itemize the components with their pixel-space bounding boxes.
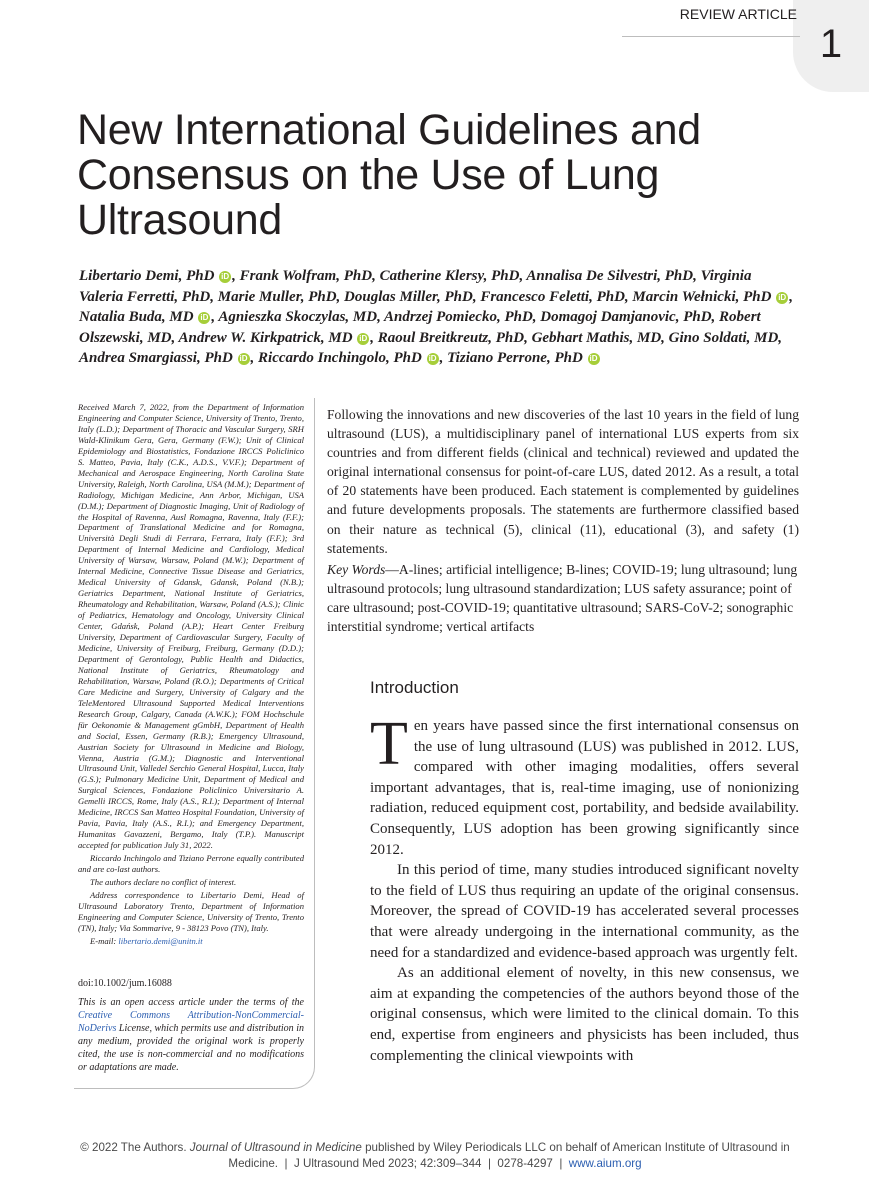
orcid-icon[interactable]: iD	[589, 354, 598, 363]
license-statement	[78, 997, 304, 1074]
correspondence-address: Address correspondence to Libertario Demi, Head of Ultrasound Laboratory Trento, Department of Information Engineering and Computer Science, University of Trento, Trento (TN), Italy; Via Sommarive, 9 - 38123 Povo (TN), Italy.	[78, 889, 304, 933]
orcid-icon[interactable]: iD	[221, 272, 230, 281]
footer-citation: J Ultrasound Med 2023; 42:309–344	[293, 1156, 482, 1170]
orcid-icon[interactable]: iD	[200, 313, 209, 322]
author-name: Virginia Valeria Ferretti, PhD	[79, 268, 752, 305]
author-name: Domagoj Damjanovic, PhD	[540, 309, 712, 325]
footer-publisher: published by Wiley Periodicals LLC on behalf of American Institute of Ultrasound in Medicine.	[228, 1141, 790, 1170]
author-name: Andrea Smargiassi, PhD	[79, 350, 233, 366]
keywords-label: Key Words	[327, 562, 386, 577]
introduction-body	[370, 710, 799, 1066]
footer-sep-1: |	[278, 1156, 294, 1170]
orcid-icon[interactable]: iD	[778, 292, 787, 302]
license-text-post: License, which permits use and distribution in any medium, provided the original work is properly cited, the use is non-commercial and no modifications or adaptations are made.	[78, 1022, 304, 1073]
footer-journal: Journal of Ultrasound in Medicine	[189, 1141, 362, 1154]
page-number: 1	[819, 22, 843, 66]
keywords-text: —A-lines; artificial intelligence; B-lines; COVID-19; lung ultrasound; lung ultrasound protocols; lung ultrasound standardization; LUS safety assurance; point of care ultrasound; post-COVID-19; quantitative ultrasound; SARS-CoV-2; sonographic interstitial syndrome; vertical artifacts	[327, 562, 798, 635]
orcid-icon[interactable]: iD	[428, 354, 437, 363]
footer-issn: 0278-4297	[497, 1156, 553, 1170]
author-name: Francesco Feletti, PhD	[480, 288, 625, 305]
author-name: Raoul Breitkreutz, PhD	[377, 329, 525, 346]
abstract: Following the innovations and new discoveries of the last 10 years in the field of lung ultrasound (LUS), a multidisciplinary panel of international LUS experts from six countries and from different fields (clinical and technical) reviewed and updated the original international consensus for point-of-care LUS, dated 2012. As a result, a total of 20 statements have been produced. Each statement is complemented by guidelines and future developments proposals. The statements are furthermore classified based on their nature as technical (5), clinical (11), educational (3), and safety (1) statements.	[327, 407, 799, 556]
author-name: Natalia Buda, MD	[79, 309, 194, 325]
author-name: Andrew W. Kirkpatrick, MD	[178, 329, 353, 346]
intro-paragraph-2: In this period of time, many studies introduced significant novelty to the field of LUS thus requiring an update of the original consensus. Moreover, the spread of COVID-19 has accelerated several processes that were already undergoing in the international community, as the need for a standardized and evidence-based approach was urgently felt.	[370, 862, 799, 961]
orcid-icon[interactable]: iD	[359, 333, 368, 343]
keywords	[327, 560, 799, 636]
conflict-statement: The authors declare no conflict of interest.	[90, 876, 237, 887]
email-label: E-mail:	[90, 935, 119, 946]
author-name: Catherine Klersy, PhD	[379, 268, 520, 284]
intro-paragraph-3: As an additional element of novelty, in this new consensus, we aim at expanding the competencies of the authors beyond those of the original consensus, which were limited to the clinical domain. To this end, expertise from engineers and physicists has been included, thus complementing the clinical viewpoints with	[370, 965, 799, 1064]
intro-paragraph-1	[370, 710, 799, 860]
equal-contribution-note: Riccardo Inchingolo and Tiziano Perrone equally contributed and are co-last authors.	[78, 853, 304, 875]
author-name: Gebhart Mathis, MD	[531, 329, 662, 346]
license-link[interactable]: Creative Commons Attribution-NonCommercial-NoDerivs	[78, 1009, 304, 1034]
footer-website-link[interactable]: www.aium.org	[568, 1156, 642, 1170]
author-name: Marcin Wełnicki, PhD	[632, 288, 772, 305]
author-name: Douglas Miller, PhD	[344, 288, 473, 305]
header-divider	[622, 36, 800, 37]
page-footer	[60, 1140, 810, 1171]
email-link[interactable]: libertario.demi@unitn.it	[118, 935, 203, 946]
author-name: Frank Wolfram, PhD	[239, 268, 373, 284]
author-name: Gino Soldati, MD	[668, 329, 779, 346]
author-name: Marie Muller, PhD	[217, 288, 337, 305]
license-text-pre: This is an open access article under the terms of the	[78, 997, 304, 1008]
footer-sep-3: |	[552, 1156, 569, 1170]
author-list: Libertario Demi, PhD iD , Frank Wolfram, PhD, Catherine Klersy, PhD, Annalisa De Silvestri, PhD, Virginia Valeria Ferretti, PhD, Marie Muller, PhD, Douglas Miller, PhD, Francesco Feletti, PhD, Marcin Wełnicki, PhD iD , Natalia Buda, MD iD , Agnieszka Skoczylas, MD, Andrzej Pomiecko, PhD, Domagoj Damjanovic, PhD, Robert Olszewski, MD, Andrew W. Kirkpatrick, MD iD , Raoul Breitkreutz, PhD, Gebhart Mathis, MD, Gino Soldati, MD, Andrea Smargiassi, PhD iD , Riccardo Inchingolo, PhD iD , Tiziano Perrone, PhD iD	[79, 268, 793, 366]
author-name: Tiziano Perrone, PhD	[447, 350, 583, 366]
orcid-icon[interactable]: iD	[239, 354, 248, 363]
article-type-label: REVIEW ARTICLE	[679, 6, 797, 22]
affiliations	[78, 402, 304, 947]
author-name: Robert Olszewski, MD	[79, 309, 761, 346]
doi[interactable]: doi:10.1002/jum.16088	[78, 978, 172, 989]
drop-cap: T	[370, 710, 408, 778]
author-name: Libertario Demi, PhD	[79, 268, 215, 284]
author-name: Riccardo Inchingolo, PhD	[258, 350, 422, 366]
article-title: New International Guidelines and Consensus on the Use of Lung Ultrasound	[77, 106, 701, 244]
footer-sep-2: |	[481, 1156, 498, 1170]
intro-paragraph-1-text: en years have passed since the first international consensus on the use of lung ultrasound (LUS) was published in 2012. LUS, compared with other imaging modalities, offers several important advantages, that is, real-time imaging, use of nonionizing radiation, reduced equipment cost, portability, and bedside availability. Consequently, LUS adoption has been growing significantly since 2012.	[370, 718, 799, 858]
author-name: Andrzej Pomiecko, PhD	[384, 309, 533, 325]
author-name: Annalisa De Silvestri, PhD	[526, 268, 694, 284]
introduction-heading: Introduction	[370, 678, 459, 697]
footer-copyright: © 2022 The Authors.	[80, 1141, 190, 1154]
received-affiliations: Received March 7, 2022, from the Department of Information Engineering and Computer Science, University of Trento, Trento, Italy (L.D.); Department of Thoracic and Vascular Surgery, SRH Wald-Klinikum Gera, Gera, Germany (F.W.); Unit of Clinical Epidemiology and Biostatistics, Fondazione IRCCS Policlinico S. Matteo, Pavia, Italy (C.K., A.D.S., V.V.F.); Department of Mechanical and Aerospace Engineering, North Carolina State University, Raleigh, North Carolina, USA (M.M.); Department of Radiology, Michigan Medicine, Ann Arbor, Michigan, USA (D.M.); Department of Diagnostic Imaging, Unit of Radiology of the Hospital of Ravenna, Ausl Romagna, Ravenna, Italy (F.F.); Department of Translational Medicine and for Romagna, Università Degli Studi di Ferrara, Ferrara, Italy (F.F.); 3rd Department of Internal Medicine and Cardiology, Medical University of Warsaw, Warsaw, Poland (M.W.); Department of Internal Medicine, Connective Tissue Disease and Geriatrics, Medical University of Gdansk, Gdansk, Poland (N.B.); Geriatrics Department, National Institute of Geriatrics, Rheumatology and Rehabilitation, Warsaw, Poland (A.S.); Clinic of Pediatrics, Hematology and Oncology, University Clinical Center, Gdańsk, Poland (A.P.); Heart Center Freiburg University, Department of Cardiovascular Surgery, Faculty of Medicine, University of Freiburg, Freiburg, Germany (D.D.); Department of Gerontology, Public Health and Didactics, National Institute of Geriatrics, Rheumatology and Rehabilitation, Warsaw, Poland (R.O.); Departments of Critical Care Medicine and Surgery, University of Calgary and the TeleMentored Ultrasound Supported Medical Interventions Research Group, Calgary, Canada (A.W.K.); FOM Hochschule für Oekonomie & Management gGmbH, Department of Health and Social, Essen, Germany (R.B.); Emergency Ultrasound, Austrian Society for Ultrasound in Medicine and Biology, Vienna, Austria (G.M.); Diagnostic and Interventional Ultrasound Unit, Valledel Serchio General Hospital, Lucca, Italy (G.S.); Pulmonary Medicine Unit, Department of Medical and Surgical Sciences, Fondazione Policlinico Universitario A. Gemelli IRCCS, Rome, Italy (A.S., R.I.); Department of Internal Medicine, IRCCS San Matteo Hospital Foundation, University of Pavia, Pavia, Italy (A.S., R.I.); and Emergency Department, Humanitas Gavazzeni, Bergamo, Italy (T.P.). Manuscript accepted for publication July 31, 2022.	[78, 402, 304, 851]
author-name: Agnieszka Skoczylas, MD	[218, 309, 378, 325]
email-line	[78, 936, 304, 947]
